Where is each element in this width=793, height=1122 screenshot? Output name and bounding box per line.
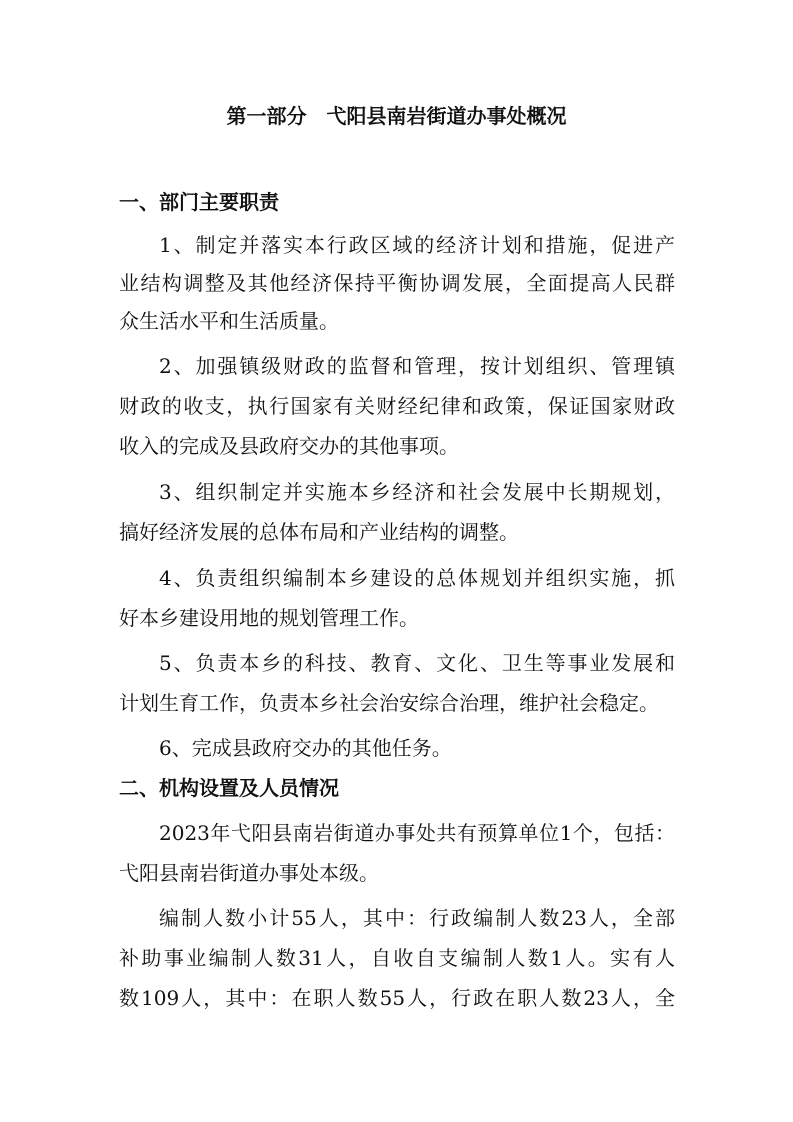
paragraph-line: 弋阳县南岩街道办事处本级。 <box>119 861 379 885</box>
paragraph-line: 4、负责组织编制本乡建设的总体规划并组织实施，抓 <box>159 566 675 590</box>
paragraph-line: 数109人，其中：在职人数55人，行政在职人数23人，全 <box>119 986 675 1010</box>
paragraph-line: 众生活水平和生活质量。 <box>119 309 339 333</box>
paragraph-line: 5、负责本乡的科技、教育、文化、卫生等事业发展和 <box>159 651 675 675</box>
paragraph-line: 财政的收支，执行国家有关财经纪律和政策，保证国家财政 <box>119 394 675 418</box>
paragraph-line: 搞好经济发展的总体布局和产业结构的调整。 <box>119 520 519 544</box>
paragraph-line: 2023年弋阳县南岩街道办事处共有预算单位1个，包括： <box>159 821 675 845</box>
paragraph-line: 3、组织制定并实施本乡经济和社会发展中长期规划， <box>159 480 675 504</box>
section-heading-organization: 二、机构设置及人员情况 <box>119 776 339 800</box>
paragraph-line: 编制人数小计55人，其中：行政编制人数23人，全部 <box>159 906 675 930</box>
paragraph-line: 业结构调整及其他经济保持平衡协调发展，全面提高人民群 <box>119 271 675 295</box>
page-title: 第一部分 弋阳县南岩街道办事处概况 <box>226 104 567 128</box>
paragraph-line: 6、完成县政府交办的其他任务。 <box>159 736 452 760</box>
paragraph-line: 好本乡建设用地的规划管理工作。 <box>119 606 419 630</box>
paragraph-line: 收入的完成及县政府交办的其他事项。 <box>119 434 459 458</box>
section-heading-duties: 一、部门主要职责 <box>119 190 279 214</box>
paragraph-line: 1、制定并落实本行政区域的经济计划和措施，促进产 <box>159 233 675 257</box>
paragraph-line: 补助事业编制人数31人，自收自支编制人数1人。实有人 <box>119 946 675 970</box>
paragraph-line: 计划生育工作，负责本乡社会治安综合治理，维护社会稳定。 <box>119 691 659 715</box>
paragraph-line: 2、加强镇级财政的监督和管理，按计划组织、管理镇 <box>159 354 675 378</box>
